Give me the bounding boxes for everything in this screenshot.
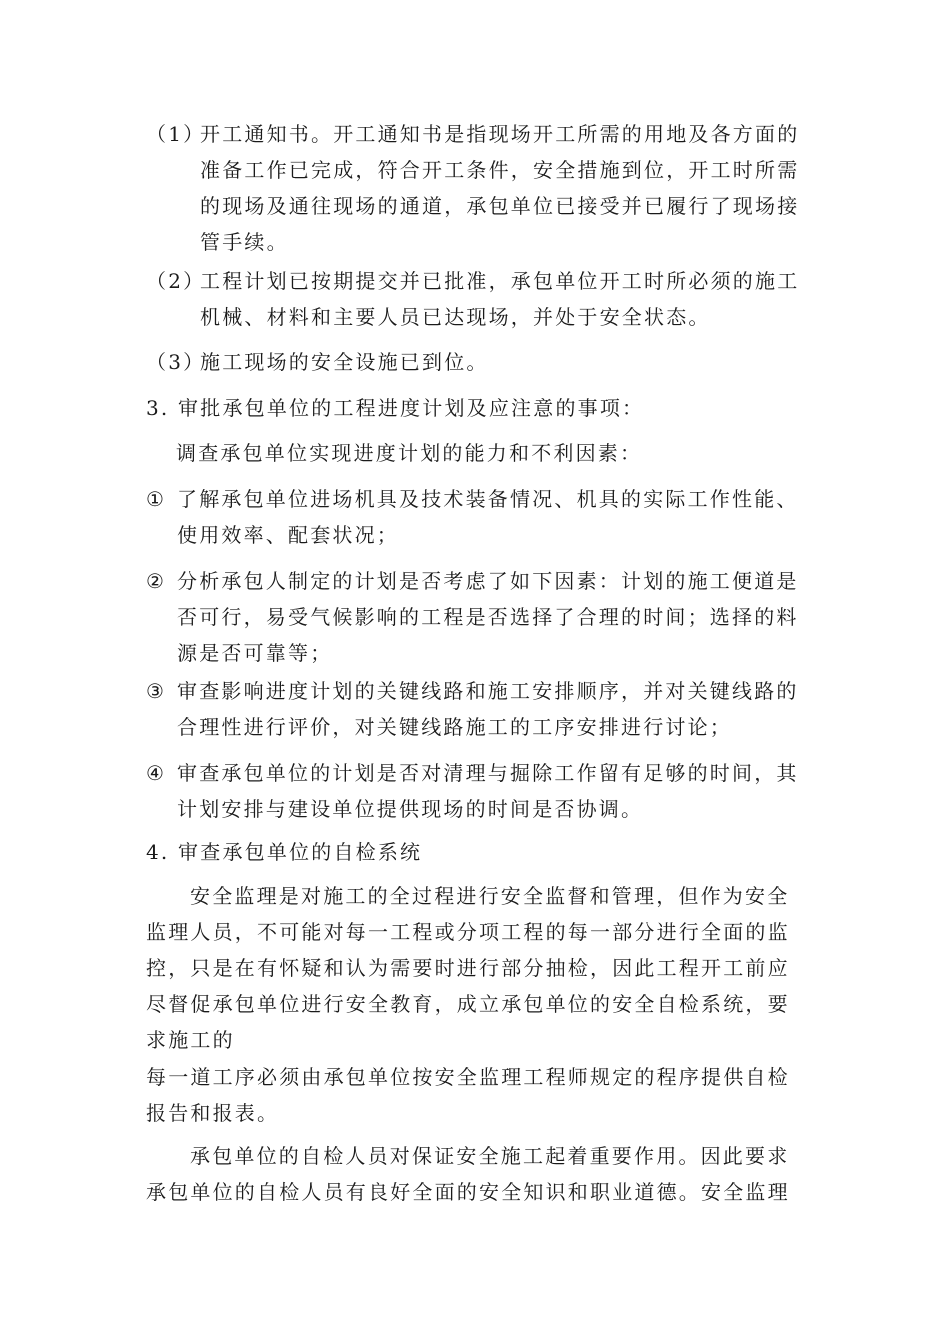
- numbered-item-3: [146, 344, 489, 380]
- text-line: 的现场及通往现场的通道，承包单位已接受并已履行了现场接: [200, 194, 800, 218]
- text-line: 安全监理是对施工的全过程进行安全监督和管理，但作为安全: [190, 884, 790, 908]
- item-marker: （2）: [146, 269, 206, 293]
- text-line: 管手续。: [200, 230, 289, 254]
- text-line: 合理性进行评价，对关键线路施工的工序安排进行讨论；: [177, 715, 732, 739]
- paragraph-2: [146, 1059, 790, 1131]
- intro-text: 调查承包单位实现进度计划的能力和不利因素：: [176, 441, 643, 465]
- text-line: 开工通知书。开工通知书是指现场开工所需的用地及各方面的: [200, 122, 800, 146]
- text-line: 求施工的: [146, 1028, 235, 1052]
- point-marker: ③: [146, 679, 167, 703]
- section-3-intro: [176, 435, 642, 471]
- numbered-item-1: [146, 116, 799, 260]
- heading-text: 4. 审查承包单位的自检系统: [146, 840, 423, 864]
- text-line: 尽督促承包单位进行安全教育，成立承包单位的安全自检系统，要: [146, 992, 790, 1016]
- text-line: 机械、材料和主要人员已达现场，并处于安全状态。: [200, 305, 711, 329]
- text-line: 了解承包单位进场机具及技术装备情况、机具的实际工作性能、: [177, 487, 799, 511]
- text-line: 审查承包单位的计划是否对清理与掘除工作留有足够的时间，其: [177, 761, 799, 785]
- item-marker: （1）: [146, 122, 206, 146]
- point-marker: ④: [146, 761, 167, 785]
- circled-point-3: [146, 673, 799, 745]
- point-marker: ②: [146, 569, 167, 593]
- paragraph-1: [146, 878, 790, 1058]
- section-4-heading: [146, 834, 422, 870]
- section-3-heading: [146, 390, 644, 426]
- numbered-item-2: [146, 263, 799, 335]
- text-line: 使用效率、配套状况；: [177, 523, 399, 547]
- text-line: 分析承包人制定的计划是否考虑了如下因素：计划的施工便道是: [177, 569, 799, 593]
- text-line: 源是否可靠等；: [177, 641, 333, 665]
- circled-point-2: [146, 563, 799, 671]
- text-line: 报告和报表。: [146, 1101, 280, 1125]
- text-line: 计划安排与建设单位提供现场的时间是否协调。: [177, 797, 644, 821]
- item-marker: （3）: [146, 350, 206, 374]
- text-line: 准备工作已完成，符合开工条件，安全措施到位，开工时所需: [200, 158, 800, 182]
- text-line: 工程计划已按期提交并已批准，承包单位开工时所必须的施工: [200, 269, 800, 293]
- text-line: 审查影响进度计划的关键线路和施工安排顺序，并对关键线路的: [177, 679, 799, 703]
- text-line: 控，只是在有怀疑和认为需要时进行部分抽检，因此工程开工前应: [146, 956, 790, 980]
- text-line: 监理人员，不可能对每一工程或分项工程的每一部分进行全面的监: [146, 920, 790, 944]
- text-line: 承包单位的自检人员有良好全面的安全知识和职业道德。安全监理: [146, 1180, 790, 1204]
- text-line: 每一道工序必须由承包单位按安全监理工程师规定的程序提供自检: [146, 1065, 790, 1089]
- point-marker: ①: [146, 487, 167, 511]
- text-line: 施工现场的安全设施已到位。: [200, 350, 489, 374]
- circled-point-4: [146, 755, 799, 827]
- text-line: 否可行，易受气候影响的工程是否选择了合理的时间；选择的料: [177, 605, 799, 629]
- circled-point-1: [146, 481, 799, 553]
- paragraph-3: [146, 1138, 790, 1210]
- heading-text: 3. 审批承包单位的工程进度计划及应注意的事项：: [146, 396, 645, 420]
- text-line: 承包单位的自检人员对保证安全施工起着重要作用。因此要求: [190, 1144, 790, 1168]
